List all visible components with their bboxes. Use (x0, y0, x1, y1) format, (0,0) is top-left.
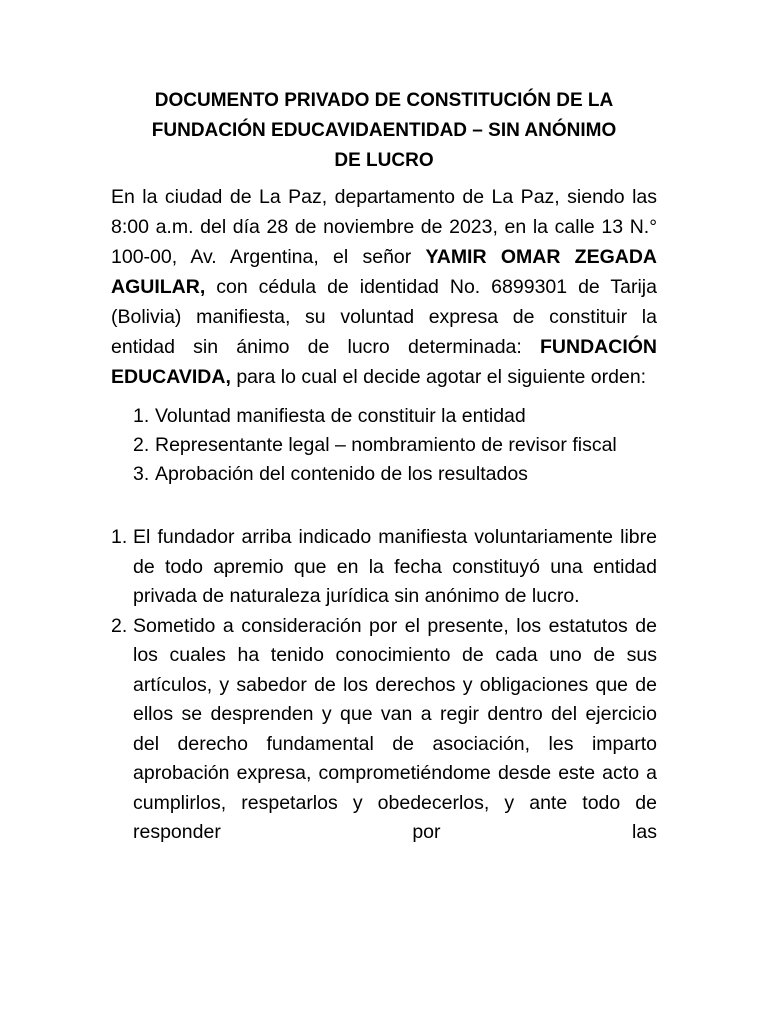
agenda-item-number: 3. (133, 463, 150, 485)
document-title (111, 86, 657, 176)
resolution-list (111, 523, 657, 848)
intro-text-2: con cédula de identidad No. 6899301 de Tarija (Bolivia) manifiesta, su voluntad expresa de constituir la entidad sin ánimo de lucro determinada: (111, 276, 657, 358)
resolution-item (111, 523, 657, 612)
foundation-name: FUNDACIÓN EDUCAVIDA, (111, 336, 657, 388)
title-line-2: FUNDACIÓN EDUCAVIDAENTIDAD – SIN ANÓNIMO (151, 120, 617, 141)
agenda-list (111, 402, 657, 489)
agenda-item (133, 460, 657, 489)
resolution-item-number: 2. (111, 614, 128, 637)
agenda-item-text: Aprobación del contenido de los resultados (155, 463, 528, 485)
intro-paragraph (111, 182, 657, 392)
title-line-3: DE LUCRO (334, 150, 434, 171)
agenda-item-text: Voluntad manifiesta de constituir la entidad (155, 405, 526, 427)
resolution-item-text: Sometido a consideración por el presente, los estatutos de los cuales ha tenido conocimiento de cada uno de sus artículos, y sabedor de los derechos y obligaciones que de ellos se desprenden y que van a regir dentro del ejercicio del derecho fundamental de asociación, les imparto aprobación expresa, comprometiéndome desde este acto a cumplirlos, respetarlos y obedecerlos, y ante todo de responder por las (133, 614, 657, 843)
agenda-item-text: Representante legal – nombramiento de revisor fiscal (155, 434, 617, 456)
document-page (111, 86, 657, 848)
intro-text-1: En la ciudad de La Paz, departamento de La Paz, siendo las 8:00 a.m. del día 28 de noviembre de 2023, en la calle 13 N.° 100-00, Av. Argentina, el señor (111, 186, 657, 268)
agenda-item-number: 1. (133, 405, 150, 427)
resolution-item-text: El fundador arriba indicado manifiesta voluntariamente libre de todo apremio que en la fecha constituyó una entidad privada de naturaleza jurídica sin anónimo de lucro. (133, 526, 657, 607)
resolution-item (111, 612, 657, 848)
title-line-1: DOCUMENTO PRIVADO DE CONSTITUCIÓN DE LA (154, 90, 614, 111)
agenda-item (133, 402, 657, 431)
agenda-item (133, 431, 657, 460)
intro-text-3: para lo cual el decide agotar el siguiente orden: (230, 366, 647, 388)
agenda-item-number: 2. (133, 434, 150, 456)
founder-name: YAMIR OMAR ZEGADA AGUILAR, (111, 246, 657, 298)
resolution-item-number: 1. (111, 526, 128, 548)
